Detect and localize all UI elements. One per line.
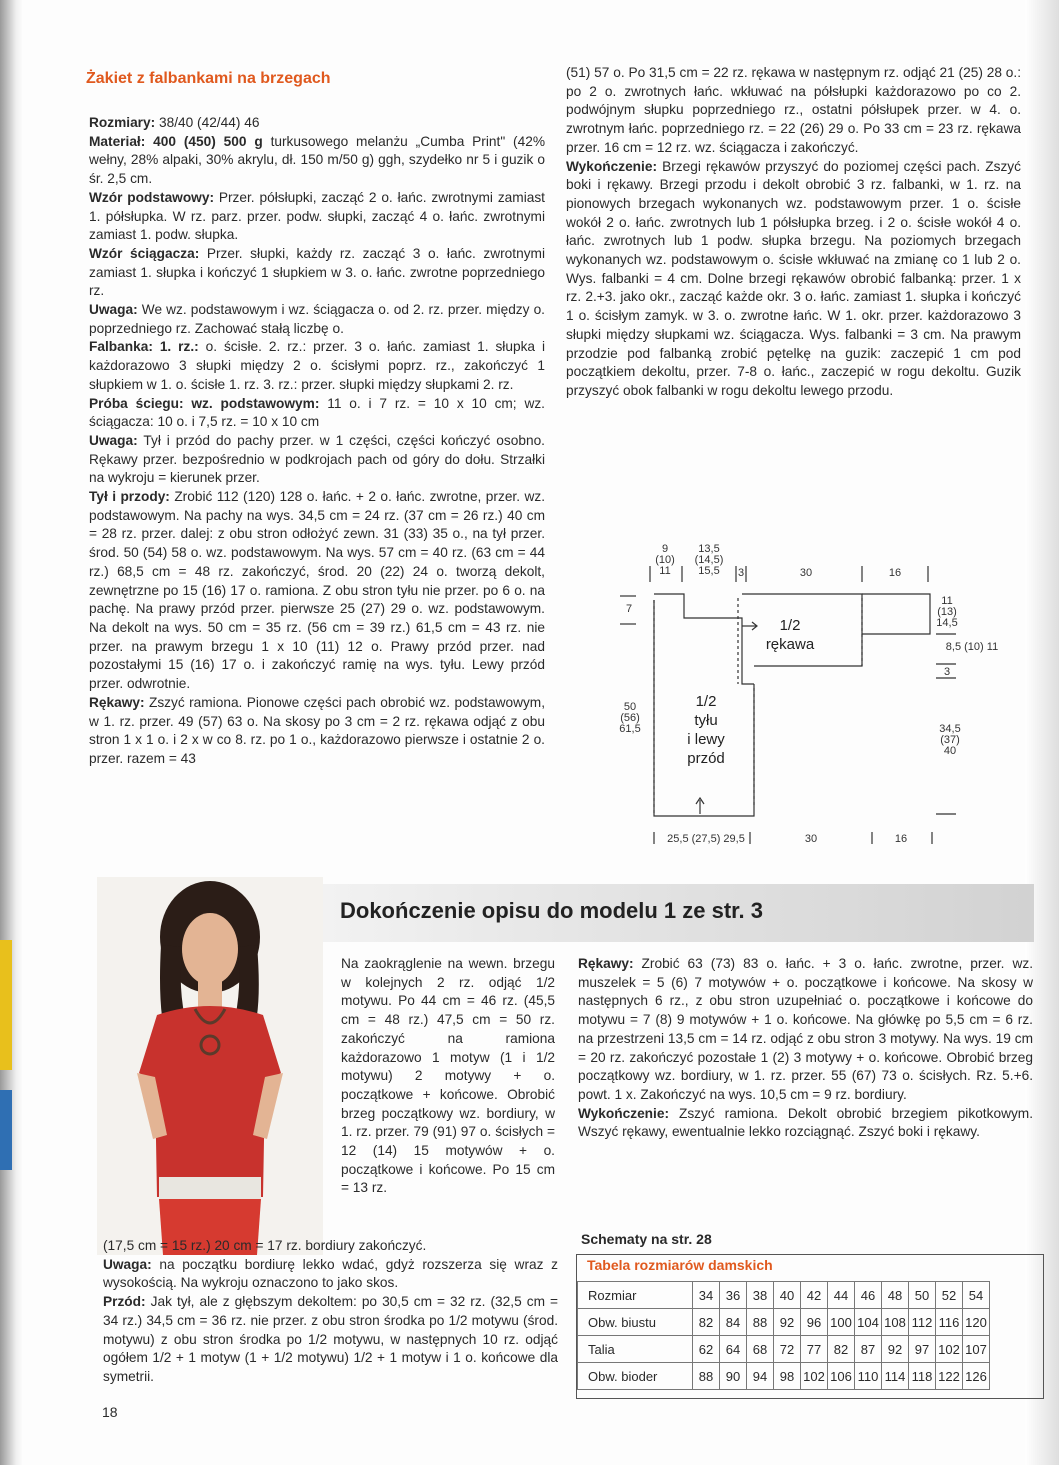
table-cell: 94	[747, 1363, 774, 1390]
paragraph-text: o. ścisłe. 2. rz.: przer. 3 o. łańc. zamiast 1. słupka i każdorazowo 3 słupki między 2 o. ścisłymi poprz. rz., zakończyć 1 słupkiem w 1. o. ścisłe 1. rz. 3. rz.: przer. słupki między słupkami 2. rz.	[89, 339, 545, 392]
row-label: Talia	[578, 1336, 693, 1363]
article-right-column	[566, 64, 1021, 401]
table-cell: 42	[801, 1282, 828, 1309]
dim-left-50: 50 (56) 61,5	[619, 701, 641, 735]
paragraph-text: turkusowego melanżu „Cumba Print" (42% wełny, 28% alpaki, 30% akrylu, dł. 150 m/50 g) ggh, szydełko nr 5 i guzik o śr. 2,5 cm.	[89, 133, 545, 187]
page-edge	[1025, 0, 1059, 1465]
paragraph-text: Tył i przód do pachy przer. w 1 części, części kończyć osobno. Rękawy przer. bezpośrednio w podkrojach pach od góry do dołu. Strzałki na wykroju = kierunek przer.	[89, 432, 545, 486]
pattern-diagram	[610, 538, 1010, 850]
table-cell: 98	[774, 1363, 801, 1390]
paragraph-lead: Uwaga:	[89, 432, 138, 448]
table-cell: 110	[855, 1363, 882, 1390]
paragraph	[89, 694, 545, 769]
paragraph	[89, 338, 545, 394]
table-cell: 77	[801, 1336, 828, 1363]
table-cell: 87	[855, 1336, 882, 1363]
dim-top-c: 3	[737, 567, 745, 579]
paragraph-lead: Rękawy:	[89, 694, 145, 710]
table-cell: 64	[720, 1336, 747, 1363]
table-cell: 90	[720, 1363, 747, 1390]
table-cell: 72	[774, 1336, 801, 1363]
paragraph-text: Przer. półsłupki, zacząć 2 o. łańc. zwrotnymi zamiast 1. półsłupka. W rz. parz. przer. podw. słupki, zacząć 4 o. łańc. zwrotnymi zamiast 1. podw. słupka.	[89, 189, 545, 243]
paragraph	[89, 133, 545, 189]
table-cell: 106	[828, 1363, 855, 1390]
article-left-column	[89, 114, 545, 769]
dim-top-d: 30	[799, 567, 813, 579]
table-cell: 84	[720, 1309, 747, 1336]
table-cell: 82	[828, 1336, 855, 1363]
paragraph	[89, 114, 545, 133]
paragraph-text: (17,5 cm = 15 rz.) 20 cm = 17 rz. bordiury zakończyć.	[103, 1238, 427, 1253]
row-label: Obw. biustu	[578, 1309, 693, 1336]
table-row	[578, 1363, 990, 1390]
dim-top-a: 9 (10) 11	[655, 543, 675, 577]
paragraph-lead: Falbanka: 1. rz.:	[89, 339, 199, 355]
table-cell: 96	[801, 1309, 828, 1336]
schematy-note: Schematy na str. 28	[581, 1231, 712, 1247]
dim-bottom-c: 16	[894, 833, 908, 845]
dim-bottom-a: 25,5 (27,5) 29,5	[667, 833, 745, 845]
table-cell: 50	[909, 1282, 936, 1309]
size-table-grid	[577, 1281, 990, 1390]
table-cell: 92	[774, 1309, 801, 1336]
paragraph-text: Zszyć ramiona. Pionowe części pach obrobić wz. podstawowym, w 1. rz. przer. 49 (57) 63 o. Na skosy po 3 cm = 2 rz. rękawa odjąć z obu stron 1 x 1 o. i 2 x w co 8. rz. po 1 o., każdorazowo pierwsze i ostatnie 2 o. przer. razem = 43	[89, 694, 545, 766]
table-cell: 114	[882, 1363, 909, 1390]
paragraph-text: na początku bordiurę lekko wdać, gdyż rozszerza się wraz z wysokością. Na wykroju oznaczono to jako skos.	[103, 1256, 558, 1291]
paragraph	[578, 955, 1033, 1105]
neckline-outline	[654, 594, 754, 684]
paragraph-lead: Uwaga:	[103, 1256, 152, 1272]
paragraph-text: 11 o. i 7 rz. = 10 x 10 cm; wz. ściągacza: 10 o. i 7,5 rz. = 10 x 10 cm	[89, 395, 545, 430]
color-tab-blue	[0, 1090, 12, 1170]
section-title: Dokończenie opisu do modelu 1 ze str. 3	[340, 898, 763, 923]
cuff-outline	[862, 594, 930, 634]
size-table-title: Tabela rozmiarów damskich	[587, 1257, 773, 1273]
table-cell: 40	[774, 1282, 801, 1309]
table-cell: 44	[828, 1282, 855, 1309]
table-cell: 62	[693, 1336, 720, 1363]
paragraph-lead: Wykończenie:	[566, 158, 658, 174]
table-cell: 88	[693, 1363, 720, 1390]
table-cell: 68	[747, 1336, 774, 1363]
table-cell: 88	[747, 1309, 774, 1336]
size-table	[576, 1254, 1044, 1399]
page-number: 18	[102, 1404, 118, 1420]
table-cell: 97	[909, 1336, 936, 1363]
paragraph-lead: Rękawy:	[578, 956, 634, 971]
paragraph-text: We wz. podstawowym i wz. ściągacza o. od 2. rz. przer. między o. poprzedniego rz. Zachować stałą liczbę o.	[89, 302, 545, 336]
dim-right-11: 11 (13) 14,5	[936, 595, 958, 629]
paragraph	[89, 245, 545, 301]
table-cell: 102	[936, 1336, 963, 1363]
paragraph	[89, 488, 545, 694]
dim-left-7: 7	[625, 603, 633, 615]
table-cell: 108	[882, 1309, 909, 1336]
table-cell: 52	[936, 1282, 963, 1309]
dim-bottom-b: 30	[804, 833, 818, 845]
continuation-wide-column	[103, 1237, 558, 1387]
table-cell: 82	[693, 1309, 720, 1336]
table-cell: 116	[936, 1309, 963, 1336]
dim-right-85: 8,5 (10) 11	[945, 641, 999, 653]
table-cell: 36	[720, 1282, 747, 1309]
table-cell: 112	[909, 1309, 936, 1336]
paragraph	[103, 1293, 558, 1387]
paragraph	[578, 1105, 1033, 1142]
model-photo-image	[97, 877, 323, 1255]
model-photo	[97, 877, 323, 1255]
paragraph-lead: Wykończenie:	[578, 1105, 670, 1121]
table-cell: 122	[936, 1363, 963, 1390]
table-cell: 100	[828, 1309, 855, 1336]
table-cell: 126	[963, 1363, 990, 1390]
paragraph	[566, 158, 1021, 401]
paragraph-lead: Tył i przody:	[89, 489, 170, 505]
table-row	[578, 1282, 990, 1309]
paragraph	[89, 189, 545, 245]
dim-right-3: 3	[943, 666, 951, 678]
paragraph-lead: Materiał: 400 (450) 500 g	[89, 133, 263, 149]
table-cell: 118	[909, 1363, 936, 1390]
table-cell: 107	[963, 1336, 990, 1363]
dim-top-e: 16	[888, 567, 902, 579]
table-cell: 46	[855, 1282, 882, 1309]
dim-right-345: 34,5 (37) 40	[939, 723, 961, 757]
paragraph-lead: Wzór podstawowy:	[89, 189, 214, 205]
table-cell: 104	[855, 1309, 882, 1336]
paragraph-text: (51) 57 o. Po 31,5 cm = 22 rz. rękawa w następnym rz. odjąć 21 (25) 28 o.: po 2 o. zwrotnych łańc. wkłuwać na półsłupki każdorazowo po co 2. podwójnym słupku poprzedniego rz., ostatni półsłupek przer. w 4. o. zwrotnym łańc. poprzedniego rz. = 22 (26) 29 o. Po 33 cm = 23 rz. rękawa przer. 16 cm = 12 rz. wz. ściągacza i zakończyć.	[566, 65, 1021, 155]
paragraph-text: 38/40 (42/44) 46	[155, 115, 260, 130]
row-label: Rozmiar	[578, 1282, 693, 1309]
paragraph-text: Przer. słupki, każdy rz. zacząć 3 o. łańc. zwrotnymi zamiast 1. słupka i kończyć 1 słupkiem w 3. o. łańc. zwrotne poprzedniego rz.	[89, 245, 545, 299]
paragraph-text: Jak tył, ale z głębszym dekoltem: po 30,5 cm = 32 rz. (32,5 cm = 34 rz.) 34,5 cm = 36 rz. nie przer. z obu stron środka po 1/2 motywu (środ. motywu) z obu stron środka po 1/2 motywu, w następnych 10 rz. odjąć ogółem 1/2 + 1 motyw (1 + 1/2 motywu) 1/2 + 1 motyw i 1 o. końcowe dla symetrii.	[103, 1294, 558, 1384]
paragraph-lead: Przód:	[103, 1294, 146, 1310]
paragraph-text: Brzegi rękawów przyszyć do poziomej części pach. Zszyć boki i rękawy. Brzegi przodu i dekolt obrobić 3 rz. falbanki, w 1. rz. na pionowych brzegach wykonanych wz. podstawowym przer. 1 o. ścisłe wokół 2 o. łańc. zwrotnych lub 1 półsłupka brzeg. i 2 o. ścisłe wokół 4 o. łańc. zwrotnych lub 1 podw. słupka brzegu. Na poziomych brzegach wykonanych wz. podstawowym o. ścisłe wkłuwać na zmianę co 1 lub 2 o. Wys. falbanki = 4 cm. Dolne brzegi rękawów obrobić falbanką: przer. 1 x rz. 2.+3. jako okr., zacząć każde okr. 3 o. łańc. zamiast 1. słupka i kończyć 1 o. ścisłym zamyk. w 3. o. zwrotne łańc. W 1. okr. przer. każdorazowo 3 słupki między słupkami wz. ściągacza. Wys. falbanki = 3 cm. Na prawym przodzie pod falbanką zrobić pętelkę na guzik: zaczepić 1 cm pod początkiem dekoltu, przer. 7-8 o. łańc., zaczepić w rogu dekoltu. Guzik przyszyć obok falbanki w rogu dekoltu lewego przodu.	[566, 158, 1021, 398]
page-binding	[0, 0, 22, 1465]
paragraph	[103, 1237, 558, 1256]
row-label: Obw. bioder	[578, 1363, 693, 1390]
paragraph-lead: Wzór ściągacza:	[89, 245, 200, 261]
paragraph	[103, 1256, 558, 1293]
table-row	[578, 1336, 990, 1363]
table-cell: 34	[693, 1282, 720, 1309]
table-cell: 54	[963, 1282, 990, 1309]
paragraph	[566, 64, 1021, 158]
continuation-narrow-column	[341, 955, 555, 1198]
table-cell: 120	[963, 1309, 990, 1336]
paragraph: Na zaokrąglenie na wewn. brzegu w kolejnych 2 rz. odjąć 1/2 motywu. Po 44 cm = 46 rz. (45,5 cm = 48 rz.) 47,5 cm = 50 rz. zakończyć na ramiona każdorazowo 1 motyw (1 i 1/2 motywu) 2 motywy + o. początkowe + końcowe. Obrobić brzeg początkowy wz. bordiury, w 1. rz. przer. 79 (91) 97 o. ścisłych = 12 (14) 15 motywów + o. początkowe i końcowe. Po 15 cm = 13 rz.	[341, 956, 555, 1196]
paragraph-lead: Próba ściegu: wz. podstawowym:	[89, 395, 320, 411]
dim-top-b: 13,5 (14,5) 15,5	[694, 543, 724, 577]
color-tab-yellow	[0, 940, 12, 1070]
paragraph-lead: Rozmiary:	[89, 115, 156, 130]
paragraph	[89, 395, 545, 432]
paragraph-text: Zrobić 112 (120) 128 o. łańc. + 2 o. łańc. zwrotne, przer. wz. podstawowym. Na pachy na wys. 34,5 cm = 24 rz. (37 cm = 26 rz.) 40 cm = 28 rz. przer. dalej: z obu stron odłożyć zewn. 31 (33) 35 o., na tył przer. środ. 50 (54) 58 o. wz. podstawowym. Na wys. 57 cm = 40 rz. (63 cm = 44 rz.) 68,5 cm = 48 rz. zakończyć, środ. 20 (22) 24 o. tworzą dekolt, zewnętrzne po 15 (16) 17 o. ramiona. Z obu stron tyłu nie przer. po 6 o. na pachę. Na prawy przód przer. pierwsze 25 (27) 29 o. wz. podstawowym. Na dekolt na wys. 50 cm = 35 rz. (56 cm = 39 rz.) 61,5 cm = 43 rz. nie przer. na prawym brzegu 1 x 10 (11) 12 o. Prawy przód przer. nad pozostałymi 15 (16) 17 o. i zakończyć ramię na wys. tyłu. Lewy przód przer. odwrotnie.	[89, 489, 546, 692]
body-label: 1/2 tyłu i lewy przód	[687, 693, 725, 767]
table-cell: 92	[882, 1336, 909, 1363]
table-cell: 38	[747, 1282, 774, 1309]
continuation-right-column	[578, 955, 1033, 1142]
paragraph-text: Zrobić 63 (73) 83 o. łańc. + 3 o. łańc. zwrotne, przer. wz. muszelek = 5 (6) 7 motywów + o. początkowe i końcowe. Na skosy w następnych 6 rz., z obu stron uzupełniać o. początkowe i końcowe do motywu = 7 (8) 9 motywów + 1 o. końcowe. Na główkę po 5,5 cm = 6 rz. na przestrzeni 13,5 cm = 14 rz. odjąć z obu stron 3 motywy. Na wys. 19 cm = 20 rz. zakończyć pozostałe 1 (2) 3 motywy + o. końcowe. Obrobić brzeg początkowy wz. bordiury, w 1. rz. przer. 55 (67) 73 o. ścisłych. Rz. 5.+6. powt. 1 x. Zakończyć na wys. 10,5 cm = 9 rz. bordiury.	[578, 956, 1033, 1102]
article-title: Żakiet z falbankami na brzegach	[86, 70, 331, 87]
sleeve-label: 1/2 rękawa	[765, 617, 815, 653]
table-cell: 102	[801, 1363, 828, 1390]
paragraph	[89, 432, 545, 488]
table-row	[578, 1309, 990, 1336]
table-cell: 48	[882, 1282, 909, 1309]
paragraph-lead: Uwaga:	[89, 302, 138, 318]
paragraph-text: Zszyć ramiona. Dekolt obrobić brzegiem pikotkowym. Wszyć rękawy, ewentualnie lekko rozciągnąć. Zszyć boki i rękawy.	[578, 1105, 1033, 1140]
paragraph	[89, 301, 545, 338]
